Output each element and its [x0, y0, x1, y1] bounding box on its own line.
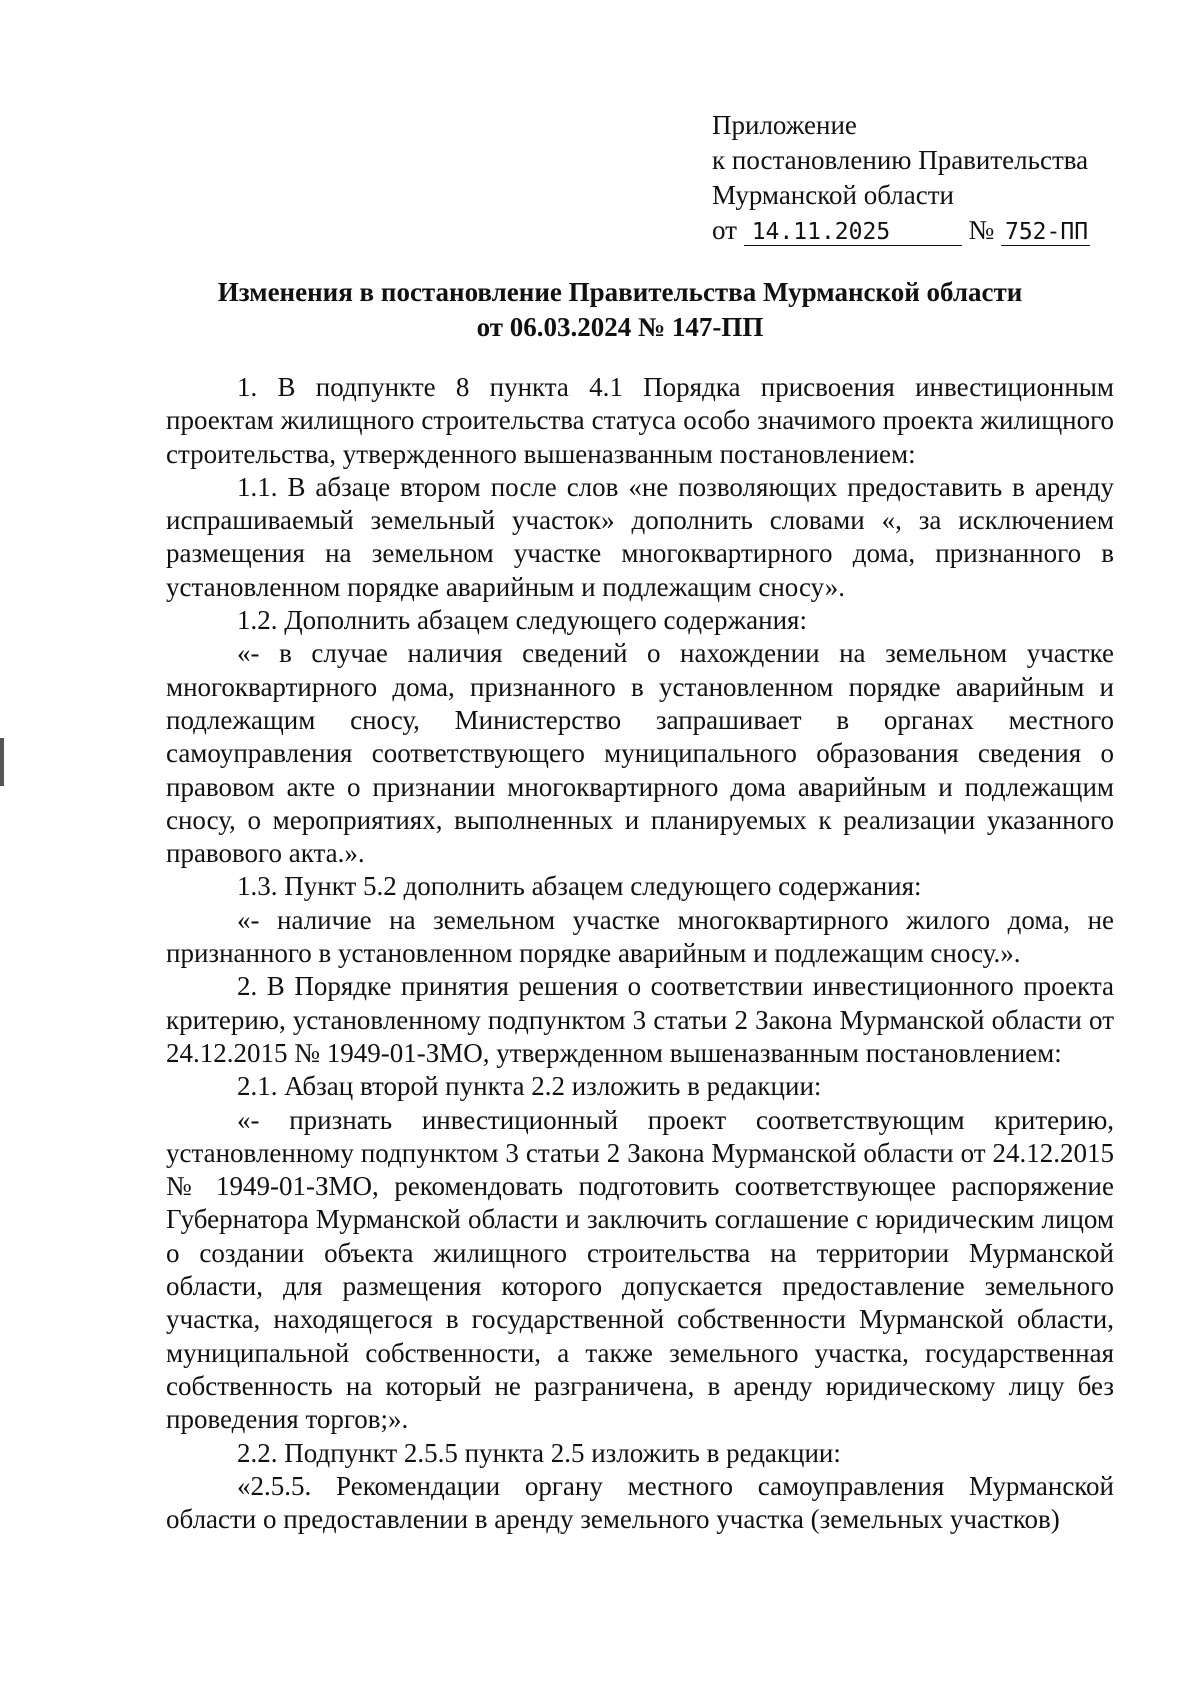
paragraph-1-3: 1.3. Пункт 5.2 дополнить абзацем следующего содержания:	[237, 871, 922, 902]
appendix-region-line: Мурманской области	[712, 180, 954, 210]
title-line-2: от 06.03.2024 № 147-ПП	[476, 312, 764, 342]
resolution-number: 752-ПП	[1001, 219, 1090, 246]
paragraph-2-2: 2.2. Подпункт 2.5.5 пункта 2.5 изложить в редакции:	[237, 1437, 841, 1468]
title-line-1: Изменения в постановление Правительства Мурманской области	[217, 277, 1023, 307]
number-prefix: №	[968, 215, 995, 245]
document-title	[160, 275, 1080, 345]
appendix-resolution-line: к постановлению Правительства	[712, 145, 1089, 175]
paragraph-1-1: 1.1. В абзаце втором после слов «не позволяющих предоставить в аренду испрашиваемый земельный участок» дополнить словами «, за исключением размещения на земельном участке многоквартирного дома, признанного в установленном порядке аварийным и подлежащим сносу».	[166, 471, 1114, 602]
paragraph-2-2-quote: «2.5.5. Рекомендации органу местного самоуправления Мурманской области о предоставлении в аренду земельного участка (земельных участков)	[166, 1470, 1114, 1535]
paragraph-2-1-quote: «- признать инвестиционный проект соответствующим критерию, установленному подпунктом 3 статьи 2 Закона Мурманской области от 24.12.2015 № 1949-01-ЗМО, рекомендовать подготовить соответствующее распоряжение Губернатора Мурманской области и заключить соглашение с юридическим лицом о создании объекта жилищного строительства на территории Мурманской области, для размещения которого допускается предоставление земельного участка, находящегося в государственной собственности Мурманской области, муниципальной собственности, а также земельного участка, государственная собственность на который не разграничена, в аренду юридическому лицу без проведения торгов;».	[166, 1104, 1114, 1435]
resolution-date: 14.11.2025	[744, 219, 962, 246]
paragraph-1-2-quote: «- в случае наличия сведений о нахождении на земельном участке многоквартирного дома, признанного в установленном порядке аварийным и подлежащим сносу, Министерство запрашивает в органах местного самоуправления соответствующего муниципального образования сведения о правовом акте о признании многоквартирного дома аварийным и подлежащим сносу, о мероприятиях, выполненных и планируемых к реализации указанного правового акта.».	[166, 638, 1114, 869]
paragraph-2-1: 2.1. Абзац второй пункта 2.2 изложить в редакции:	[237, 1071, 822, 1102]
scan-edge-mark	[0, 738, 4, 786]
appendix-header	[712, 108, 1090, 248]
appendix-date-number-line	[712, 213, 1090, 248]
paragraph-1: 1. В подпункте 8 пункта 4.1 Порядка присвоения инвестиционным проектам жилищного строительства статуса особо значимого проекта жилищного строительства, утвержденного вышеназванным постановлением:	[166, 372, 1114, 469]
paragraph-2: 2. В Порядке принятия решения о соответствии инвестиционного проекта критерию, установленному подпунктом 3 статьи 2 Закона Мурманской области от 24.12.2015 № 1949-01-ЗМО, утвержденном вышеназванным постановлением:	[166, 971, 1114, 1068]
appendix-label: Приложение	[712, 110, 857, 140]
date-prefix: от	[712, 215, 737, 245]
paragraph-1-3-quote: «- наличие на земельном участке многоквартирного жилого дома, не признанного в установленном порядке аварийным и подлежащим сносу.».	[166, 904, 1114, 969]
paragraph-1-2: 1.2. Дополнить абзацем следующего содержания:	[237, 605, 807, 636]
document-body	[166, 371, 1114, 1536]
